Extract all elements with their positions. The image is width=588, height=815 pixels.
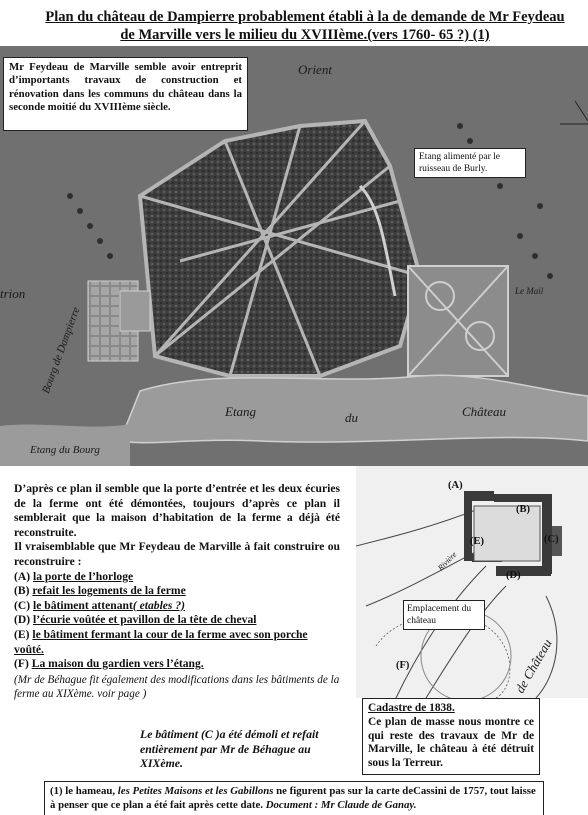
cadastre-label-f: (F) (396, 660, 410, 671)
main-lead: Il vraisemblable que Mr Feydeau de Marville à fait construire ou reconstruire : (14, 540, 340, 568)
cadastre-label-a: (A) (448, 480, 463, 491)
map-etang-bourg-label: Etang du Bourg (30, 444, 100, 456)
cadastre-label-c: (C) (544, 534, 559, 545)
intro-box: Mr Feydeau de Marville semble avoir entreprit d’importants travaux de construction et rénovation dans les communs du château dans la seconde moitié du XVIIIème siècle. (3, 57, 248, 131)
footnote: (1) le hameau, les Petites Maisons et les Gabillons ne figurent pas sur la carte deCassini de 1757, tout laisse à penser que ce plan a été fait après cette date. Document : Mr Claude de Ganay. (44, 781, 544, 815)
cadastre-title: Cadastre de 1838. (368, 702, 455, 714)
cadastre-text: Ce plan de masse nous montre ce qui reste des travaux de Mr de Marville, le château à été détruit sous la Terreur. (368, 715, 534, 770)
page-title: Plan du château de Dampierre probablement établi à la de demande de Mr Feydeau de Marville vers le milieu du XVIIIème.(vers 1760- 65 ?) (1) (45, 9, 565, 43)
behague-note: (Mr de Béhague fit également des modifications dans les bâtiments de la ferme au XIXème. voir page ) (14, 673, 340, 701)
cadastre-map-drawing (356, 466, 588, 698)
cadastre-box (362, 698, 540, 775)
cadastre-label-b: (B) (516, 504, 530, 515)
emplacement-callout: Emplacement du château (403, 600, 485, 630)
map-chateau-label: Château (462, 404, 507, 419)
cadastre-riviere-label: Rivière (436, 549, 459, 573)
map-bourg-label: Bourg de Dampierre (40, 305, 83, 396)
list-item: (D) l’écurie voûtée et pavillon de la tête de cheval (14, 613, 257, 627)
etang-callout: Etang alimenté par le ruisseau de Burly. (414, 148, 526, 178)
map-etang-label: Etang (225, 404, 257, 419)
map-mail-label: Le Mail (515, 286, 544, 296)
list-item: (E) le bâtiment fermant la cour de la ferme avec son porche voûté. (14, 627, 308, 656)
demolition-note: Le bâtiment (C )a été démoli et refait entièrement par Mr de Béhague au XIXème. (140, 727, 319, 771)
works-list (14, 570, 340, 672)
main-text (14, 482, 340, 702)
map-du-label: du (345, 410, 358, 425)
cadastre-chateau-label: de Château (512, 636, 555, 696)
main-intro: D’après ce plan il semble que la porte d’entrée et les deux écuries de la ferme ont été démontées, toujours d’après ce plan il semblerait que la maison d’habitation de la ferme a déjà été reconstruite. (14, 482, 340, 539)
list-item: (F) La maison du gardien vers l’étang. (14, 657, 204, 671)
list-item: (B) refait les logements de la ferme (14, 584, 186, 598)
cadastre-label-e: (E) (470, 536, 484, 547)
map-trion-label: trion (0, 286, 26, 301)
map-orient-label: Orient (298, 62, 332, 77)
cadastre-label-d: (D) (506, 570, 521, 581)
cadastre-map (356, 466, 588, 698)
list-item: (A) la porte de l’horloge (14, 569, 134, 583)
list-item: (C) le bâtiment attenant( etables ?) (14, 598, 185, 612)
